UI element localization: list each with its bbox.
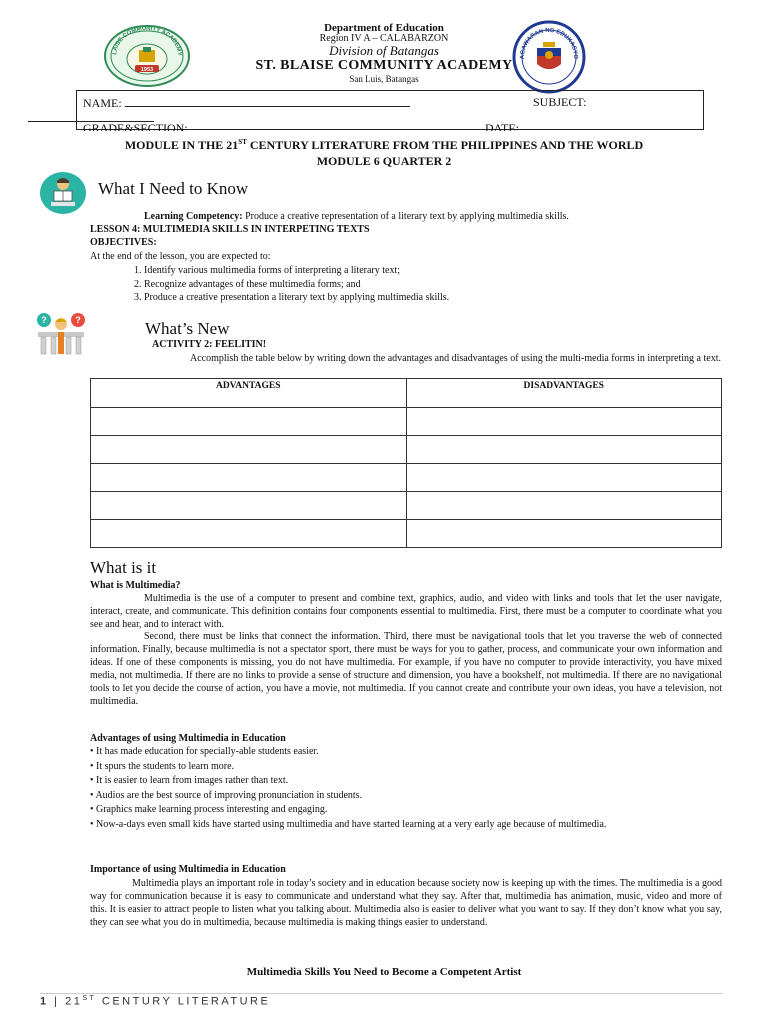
paragraph-definition: Multimedia is the use of a computer to present and combine text, graphics, audio, and video with links and tools that let the user navigate, interact, create, and communicate. This definition contains four components essential to multimedia. First, there must be a computer to coordinate what you see and hear, and to interact with. (90, 593, 722, 630)
objective-item: 1. Identify various multimedia forms of interpreting a literary text; (134, 265, 401, 276)
name-label: NAME: (83, 96, 125, 110)
table-cell[interactable] (406, 520, 722, 548)
school-location: San Luis, Batangas (349, 74, 419, 84)
objective-item: 2. Recognize advantages of these multimedia forms; and (134, 279, 361, 290)
svg-text:?: ? (41, 315, 47, 325)
region-title: Region IV A – CALABARZON (319, 33, 449, 44)
section-heading-what-is-it: What is it (90, 558, 157, 577)
name-row (83, 95, 410, 111)
paragraph-components: Second, there must be links that connect the information. Third, there must be navigational tools that let you traverse the web of connected information. Finally, because multimedia is not a spectator sport, there must be ways for you to gather, process, and communicate your own information and ideas. If one of these components is missing, you do not have multimedia. For example, if you have no computer to provide interactivity, you have mixed media, not multimedia. If there are no links to provide a sense of structure and dimension, you have a bookshelf, not multimedia. If there are no navigational tools to let you decide the course of action, you have a movie, not multimedia. If you cannot create and contribute your own ideas, you have a television, not multimedia. (90, 631, 722, 707)
activity-title: ACTIVITY 2: FEELITIN! (152, 339, 267, 350)
table-cell[interactable] (91, 520, 407, 548)
lesson-title: LESSON 4: MULTIMEDIA SKILLS IN INTERPETING TEXTS (90, 224, 370, 235)
date-label: DATE: (485, 121, 519, 131)
activity-instruction: Accomplish the table below by writing down the advantages and disadvantages of using the multi-media forms in interpreting a text. (190, 353, 721, 364)
module-subtitle: MODULE 6 QUARTER 2 (316, 154, 452, 168)
list-item: • It is easier to learn from images rather than text. (90, 775, 289, 786)
table-cell[interactable] (91, 464, 407, 492)
table-cell[interactable] (406, 408, 722, 436)
department-title: Department of Education (324, 22, 444, 34)
school-seal-icon (104, 25, 190, 87)
objectives-intro: At the end of the lesson, you are expected to: (90, 251, 271, 262)
learning-competency: Learning Competency: Produce a creative representation of a literary text by applying multimedia skills. (144, 211, 569, 222)
table-cell[interactable] (91, 492, 407, 520)
module-title: MODULE IN THE 21ST CENTURY LITERATURE FROM THE PHILIPPINES AND THE WORLD (124, 138, 644, 152)
table-header-disadvantages: DISADVANTAGES (406, 379, 722, 408)
table-cell[interactable] (406, 436, 722, 464)
section-heading-need-to-know: What I Need to Know (98, 179, 249, 198)
table-row (91, 464, 722, 492)
list-item: • Audios are the best source of improving pronunciation in students. (90, 789, 363, 801)
grade-field[interactable] (28, 121, 154, 122)
question-people-icon (32, 310, 90, 356)
list-item: • It has made education for specially-able students easier. (90, 746, 319, 757)
table-row (91, 520, 722, 548)
svg-text:ST. BLAISE COMMUNITY ACADEMY I: LAISE COMMUNITY ACADEMY (111, 25, 183, 57)
svg-text:KAGAWARAN NG EDUKASYON: AGAWARAN NG EDUKASYO (519, 27, 579, 60)
page-number: 1 (40, 995, 49, 1008)
list-item: • Now-a-days even small kids have started using multimedia and have started learning at a very early age because of multimedia. (90, 818, 607, 830)
reading-person-icon (40, 172, 86, 214)
name-field[interactable] (125, 95, 410, 107)
grade-label: GRADE&SECTION: (83, 121, 188, 131)
footer-divider (40, 993, 723, 994)
list-item: • Graphics make learning process interesting and engaging. (90, 804, 328, 815)
objective-item: 3. Produce a creative presentation a literary text by applying multimedia skills. (134, 292, 450, 303)
advantages-heading: Advantages of using Multimedia in Education (90, 733, 286, 744)
objectives-label: OBJECTIVES: (90, 237, 157, 248)
paragraph-importance: Multimedia plays an important role in today’s society and in education because society now is keeping up with the times. The multimedia is a good way for communication because it is easy to communicate and understand what they say. After that, multimedia has animation, music, video and more of this. It is easier to attract people to listen what you talking about. Multimedia also is easier to deliver what you want to say. If they don’t know what you say, they can see what you do in multimedia, because multimedia is making things easier to understand. (90, 878, 722, 928)
table-cell[interactable] (91, 436, 407, 464)
table-cell[interactable] (406, 492, 722, 520)
what-is-multimedia-heading: What is Multimedia? (90, 580, 181, 591)
table-row (91, 408, 722, 436)
deped-seal-icon (512, 20, 586, 94)
advantages-table (90, 378, 722, 548)
skills-heading: Multimedia Skills You Need to Become a Competent Artist (246, 966, 522, 978)
school-name: ST. BLAISE COMMUNITY ACADEMY (255, 58, 513, 73)
table-header-advantages: ADVANTAGES (91, 379, 407, 408)
division-title: Division of Batangas (329, 43, 439, 58)
svg-text:1953: 1953 (140, 67, 154, 73)
table-row (91, 492, 722, 520)
student-info-box (76, 90, 704, 130)
table-row (91, 436, 722, 464)
page-footer: 1 | 21ST CENTURY LITERATURE (40, 995, 271, 1008)
list-item: • It spurs the students to learn more. (90, 760, 235, 772)
section-heading-whats-new: What’s New (145, 319, 230, 338)
advantages-list (90, 745, 722, 831)
svg-text:?: ? (75, 315, 81, 325)
subject-label: SUBJECT: (533, 95, 587, 109)
table-cell[interactable] (91, 408, 407, 436)
importance-heading: Importance of using Multimedia in Education (90, 864, 286, 875)
table-cell[interactable] (406, 464, 722, 492)
